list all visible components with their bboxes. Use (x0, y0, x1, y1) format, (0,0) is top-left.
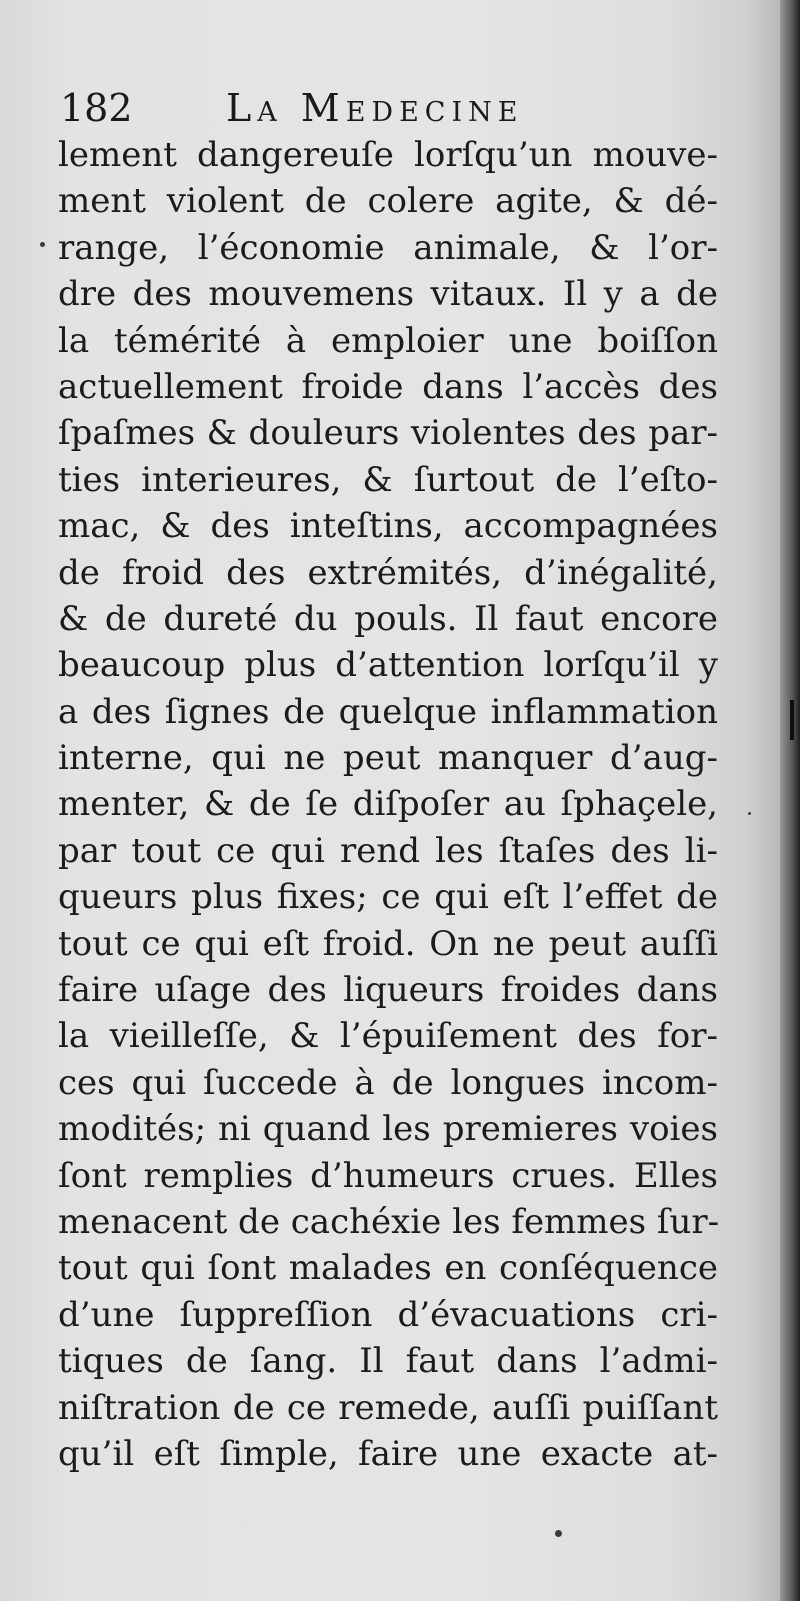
text-line: menter, & de ſe diſpoſer au ſphaçele, (58, 784, 718, 825)
text-line: modités; ni quand les premieres voies (58, 1109, 718, 1150)
paper-speck (555, 1530, 562, 1537)
text-line: ſont remplies d’humeurs crues. Elles (58, 1155, 718, 1196)
text-line: faire uſage des liqueurs froides dans (58, 970, 718, 1011)
page-number: 182 (60, 86, 133, 130)
text-line: tout ce qui eſt froid. On ne peut auſſi (58, 923, 718, 964)
text-line: mac, & des inteſtins, accompagnées (58, 506, 718, 547)
running-head: La Medecine (226, 86, 524, 130)
text-line: ſpaſmes & douleurs violentes des par- (58, 413, 718, 454)
text-line: tout qui ſont malades en conſéquence (58, 1248, 718, 1289)
text-line: a des ſignes de quelque inflammation (58, 691, 718, 732)
paper-speck (40, 242, 45, 247)
text-line: ment violent de colere agite, & dé- (58, 181, 718, 222)
text-line: la vieilleſſe, & l’épuiſement des for- (58, 1016, 718, 1057)
text-line: de froid des extrémités, d’inégalité, (58, 552, 718, 593)
text-line: par tout ce qui rend les ſtaſes des li- (58, 830, 718, 871)
text-line: menacent de cachéxie les femmes ſur- (58, 1201, 720, 1242)
text-line: niſtration de ce remede, auſſi puiſſant (58, 1387, 718, 1428)
text-line: tiques de ſang. Il faut dans l’admi- (58, 1341, 718, 1382)
page-header (58, 80, 738, 136)
body-text (58, 132, 718, 1477)
edge-mark (790, 700, 794, 740)
text-line: lement dangereuſe lorſqu’un mouve- (58, 135, 718, 175)
text-line: & de dureté du pouls. Il faut encore (58, 598, 718, 639)
text-line: dre des mouvemens vitaux. Il y a de (58, 274, 718, 315)
text-line: d’une ſuppreſſion d’évacuations cri- (58, 1294, 718, 1335)
text-line: actuellement froide dans l’accès des (58, 366, 718, 407)
text-line: la témérité à emploier une boiſſon (58, 320, 718, 361)
page-edge-shadow (780, 0, 800, 1601)
paper-speck (748, 812, 751, 815)
text-line: qu’il eſt ſimple, faire une exacte at- (58, 1433, 718, 1474)
text-line: ces qui ſuccede à de longues incom- (58, 1062, 718, 1103)
text-line: interne, qui ne peut manquer d’aug- (58, 738, 718, 779)
text-line: ties interieures, & ſurtout de l’eſto- (58, 459, 718, 500)
text-line: queurs plus fixes; ce qui eſt l’effet de (58, 877, 718, 918)
text-line: range, l’économie animale, & l’or- (58, 227, 718, 268)
text-line: beaucoup plus d’attention lorſqu’il y (58, 645, 718, 686)
